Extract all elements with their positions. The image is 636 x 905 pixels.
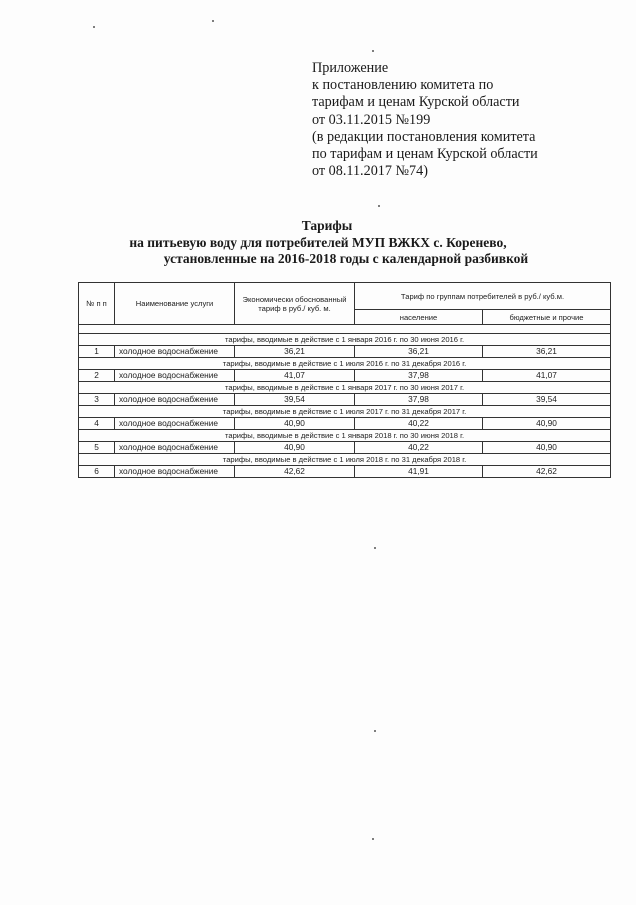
- period-row: [79, 430, 611, 442]
- row-economic-tariff: 40,90: [235, 442, 355, 454]
- header-line: Приложение: [312, 60, 389, 76]
- header-line: по тарифам и ценам Курской области: [312, 146, 538, 163]
- col-header-budget: бюджетные и прочие: [483, 310, 611, 325]
- scan-speck: [93, 26, 95, 28]
- table-row: [79, 442, 611, 454]
- row-budget-tariff: 40,90: [483, 418, 611, 430]
- period-row: [79, 454, 611, 466]
- row-economic-tariff: 42,62: [235, 466, 355, 478]
- row-number: 6: [79, 466, 115, 478]
- row-population-tariff: 41,91: [355, 466, 483, 478]
- row-budget-tariff: 41,07: [483, 370, 611, 382]
- scan-speck: [372, 838, 374, 840]
- period-label: тарифы, вводимые в действие с 1 июля 2017 г. по 31 декабря 2017 г.: [79, 406, 611, 418]
- scan-speck: [374, 730, 376, 732]
- period-label: тарифы, вводимые в действие с 1 июля 2018 г. по 31 декабря 2018 г.: [79, 454, 611, 466]
- period-row: [79, 382, 611, 394]
- table-row: [79, 346, 611, 358]
- row-economic-tariff: 40,90: [235, 418, 355, 430]
- row-budget-tariff: 39,54: [483, 394, 611, 406]
- table-spacer-row: [79, 325, 611, 334]
- row-economic-tariff: 41,07: [235, 370, 355, 382]
- row-population-tariff: 37,98: [355, 370, 483, 382]
- row-number: 5: [79, 442, 115, 454]
- period-row: [79, 358, 611, 370]
- header-line: от 08.11.2017 №74): [312, 163, 428, 180]
- row-population-tariff: 37,98: [355, 394, 483, 406]
- row-service: холодное водоснабжение: [115, 418, 235, 430]
- col-header-number: № п п: [79, 283, 115, 325]
- row-number: 3: [79, 394, 115, 406]
- row-number: 4: [79, 418, 115, 430]
- row-number: 1: [79, 346, 115, 358]
- row-population-tariff: 36,21: [355, 346, 483, 358]
- row-number: 2: [79, 370, 115, 382]
- document-title: [0, 218, 636, 268]
- table-row: [79, 418, 611, 430]
- document-header: [312, 60, 612, 180]
- header-line: к постановлению комитета по: [312, 77, 494, 94]
- period-label: тарифы, вводимые в действие с 1 января 2016 г. по 30 июня 2016 г.: [79, 334, 611, 346]
- header-line: от 03.11.2015 №199: [312, 111, 431, 128]
- header-line: тарифам и ценам Курской области: [312, 94, 520, 111]
- row-service: холодное водоснабжение: [115, 346, 235, 358]
- row-budget-tariff: 40,90: [483, 442, 611, 454]
- table-row: [79, 466, 611, 478]
- period-row: [79, 334, 611, 346]
- row-economic-tariff: 39,54: [235, 394, 355, 406]
- title-line-3: установленные на 2016-2018 годы с календарной разбивкой: [163, 251, 529, 266]
- header-line: (в редакции постановления комитета: [312, 128, 536, 145]
- col-header-population: население: [355, 310, 483, 325]
- table-row: [79, 394, 611, 406]
- period-row: [79, 406, 611, 418]
- row-economic-tariff: 36,21: [235, 346, 355, 358]
- col-header-service: Наименование услуги: [115, 283, 235, 325]
- period-label: тарифы, вводимые в действие с 1 января 2018 г. по 30 июня 2018 г.: [79, 430, 611, 442]
- period-label: тарифы, вводимые в действие с 1 июля 2016 г. по 31 декабря 2016 г.: [79, 358, 611, 370]
- scan-speck: [378, 205, 380, 207]
- period-label: тарифы, вводимые в действие с 1 января 2017 г. по 30 июня 2017 г.: [79, 382, 611, 394]
- col-header-economic: Экономически обоснованный тариф в руб./ куб. м.: [235, 283, 355, 325]
- row-budget-tariff: 42,62: [483, 466, 611, 478]
- table-header-row: [79, 283, 611, 310]
- row-service: холодное водоснабжение: [115, 370, 235, 382]
- row-budget-tariff: 36,21: [483, 346, 611, 358]
- row-service: холодное водоснабжение: [115, 442, 235, 454]
- scan-speck: [374, 547, 376, 549]
- row-service: холодное водоснабжение: [115, 466, 235, 478]
- scan-speck: [372, 50, 374, 52]
- scan-speck: [212, 20, 214, 22]
- title-line-1: Тарифы: [301, 218, 353, 233]
- row-population-tariff: 40,22: [355, 442, 483, 454]
- tariff-table: [78, 282, 611, 478]
- col-header-groups: Тариф по группам потребителей в руб./ куб.м.: [355, 283, 611, 310]
- row-service: холодное водоснабжение: [115, 394, 235, 406]
- title-line-2: на питьевую воду для потребителей МУП ВЖКХ с. Коренево,: [129, 234, 507, 250]
- row-population-tariff: 40,22: [355, 418, 483, 430]
- table-row: [79, 370, 611, 382]
